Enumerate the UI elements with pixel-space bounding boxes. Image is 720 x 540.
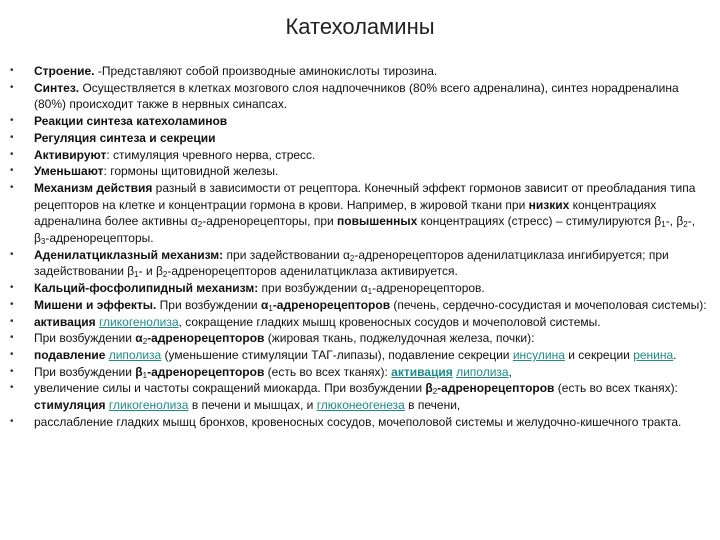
bullet-icon: •: [10, 298, 14, 310]
bullet-icon: •: [10, 131, 14, 143]
bullet-icon: •: [10, 315, 14, 327]
list-item: • увеличение силы и частоты сокращений миокарда. При возбуждении $\beta_2$-адренорецепторов (есть во всех тканях): стимуляция гликогенолиза в печени и мышцах, и глюконеогенеза в печени,: [10, 381, 678, 413]
list-item: • Регуляция синтеза и секреции: [10, 130, 216, 145]
list-item: • Строение. -Представляют собой производные аминокислоты тирозина.: [10, 64, 438, 78]
link-glycogenolysis[interactable]: гликогенолиза: [98, 314, 179, 329]
bullet-icon: •: [10, 148, 14, 160]
bullet-icon: •: [10, 181, 14, 193]
list-item: • Синтез. Осуществляется в клетках мозгового слоя надпочечников (80% всего адреналина), синтез норадреналина (80%) происходит также в нервных синапсах.: [10, 80, 679, 112]
link-insulin[interactable]: инсулина: [512, 347, 565, 362]
list-item: • Активируют: стимуляция чревного нерва, стресс.: [10, 147, 316, 162]
bullet-icon: •: [10, 282, 14, 294]
link-activation[interactable]: активация: [391, 364, 453, 379]
link-glycogenolysis[interactable]: гликогенолиза: [108, 398, 189, 413]
bullet-icon: •: [10, 382, 14, 394]
list-item: • Уменьшают: гормоны щитовидной железы.: [10, 164, 279, 179]
bullet-icon: •: [10, 65, 14, 76]
list-item: • Кальций-фосфолипидный механизм: при возбуждении $\alpha_1$-адренорецепторов.: [10, 281, 485, 297]
list-item: • Реакции синтеза катехоламинов: [10, 114, 228, 129]
bullet-list: [10, 63, 710, 430]
link-lipolysis[interactable]: липолиза: [108, 347, 162, 362]
bullet-icon: •: [10, 248, 14, 260]
link-gluconeogenesis[interactable]: глюконеогенеза: [316, 398, 405, 413]
bullet-icon: •: [10, 365, 14, 377]
list-item: • Механизм действия разный в зависимости от рецептора. Конечный эффект гормонов зависит от преобладания типа рецепторов на клетке и концентрации гормона в крови. Например, в жировой ткани при низких концентрациях адреналина более активны $\alpha_2$-адренорецепторы, при повышенных концентрациях (стресс) – стимулируются $\beta_1-$, $\beta_2-$, $\beta_3$-адренорецепторы.: [10, 180, 696, 247]
list-item: • расслабление гладких мышц бронхов, кровеносных сосудов, мочеполовой системы и желудочно-кишечного тракта.: [10, 414, 682, 429]
bullet-icon: •: [10, 115, 14, 127]
bullet-icon: •: [10, 332, 14, 344]
bullet-icon: •: [10, 81, 14, 93]
bullet-icon: •: [10, 415, 14, 427]
list-item: • активация гликогенолиза, сокращение гладких мышц кровеносных сосудов и мочеполовой системы.: [10, 314, 601, 329]
list-item: • подавление липолиза (уменьшение стимуляции ТАГ-липазы), подавление секреции инсулина и секреции ренина.: [10, 347, 677, 362]
list-item: • При возбуждении $\alpha_2$-адренорецепторов (жировая ткань, поджелудочная железа, почки):: [10, 331, 535, 347]
bullet-icon: •: [10, 165, 14, 177]
list-item: • При возбуждении $\beta_1$-адренорецепторов (есть во всех тканях): активация липолиза,: [10, 364, 512, 380]
link-lipolysis[interactable]: липолиза: [456, 364, 509, 379]
bullet-icon: •: [10, 348, 14, 360]
slide-title: Катехоламины: [285, 14, 435, 39]
list-item: • Мишени и эффекты. При возбуждении $\alpha_1$-адренорецепторов (печень, сердечно-сосудистая и мочеполовая системы):: [10, 297, 707, 313]
link-renin[interactable]: ренина: [633, 347, 674, 362]
list-item: • Аденилатциклазный механизм: при задействовании $\alpha_2$-адренорецепторов аденилатциклаза ингибируется; при задействовании $\beta_1-$ и $\beta_2$-адренорецепторов аденилатциклаза активируется.: [10, 247, 669, 280]
